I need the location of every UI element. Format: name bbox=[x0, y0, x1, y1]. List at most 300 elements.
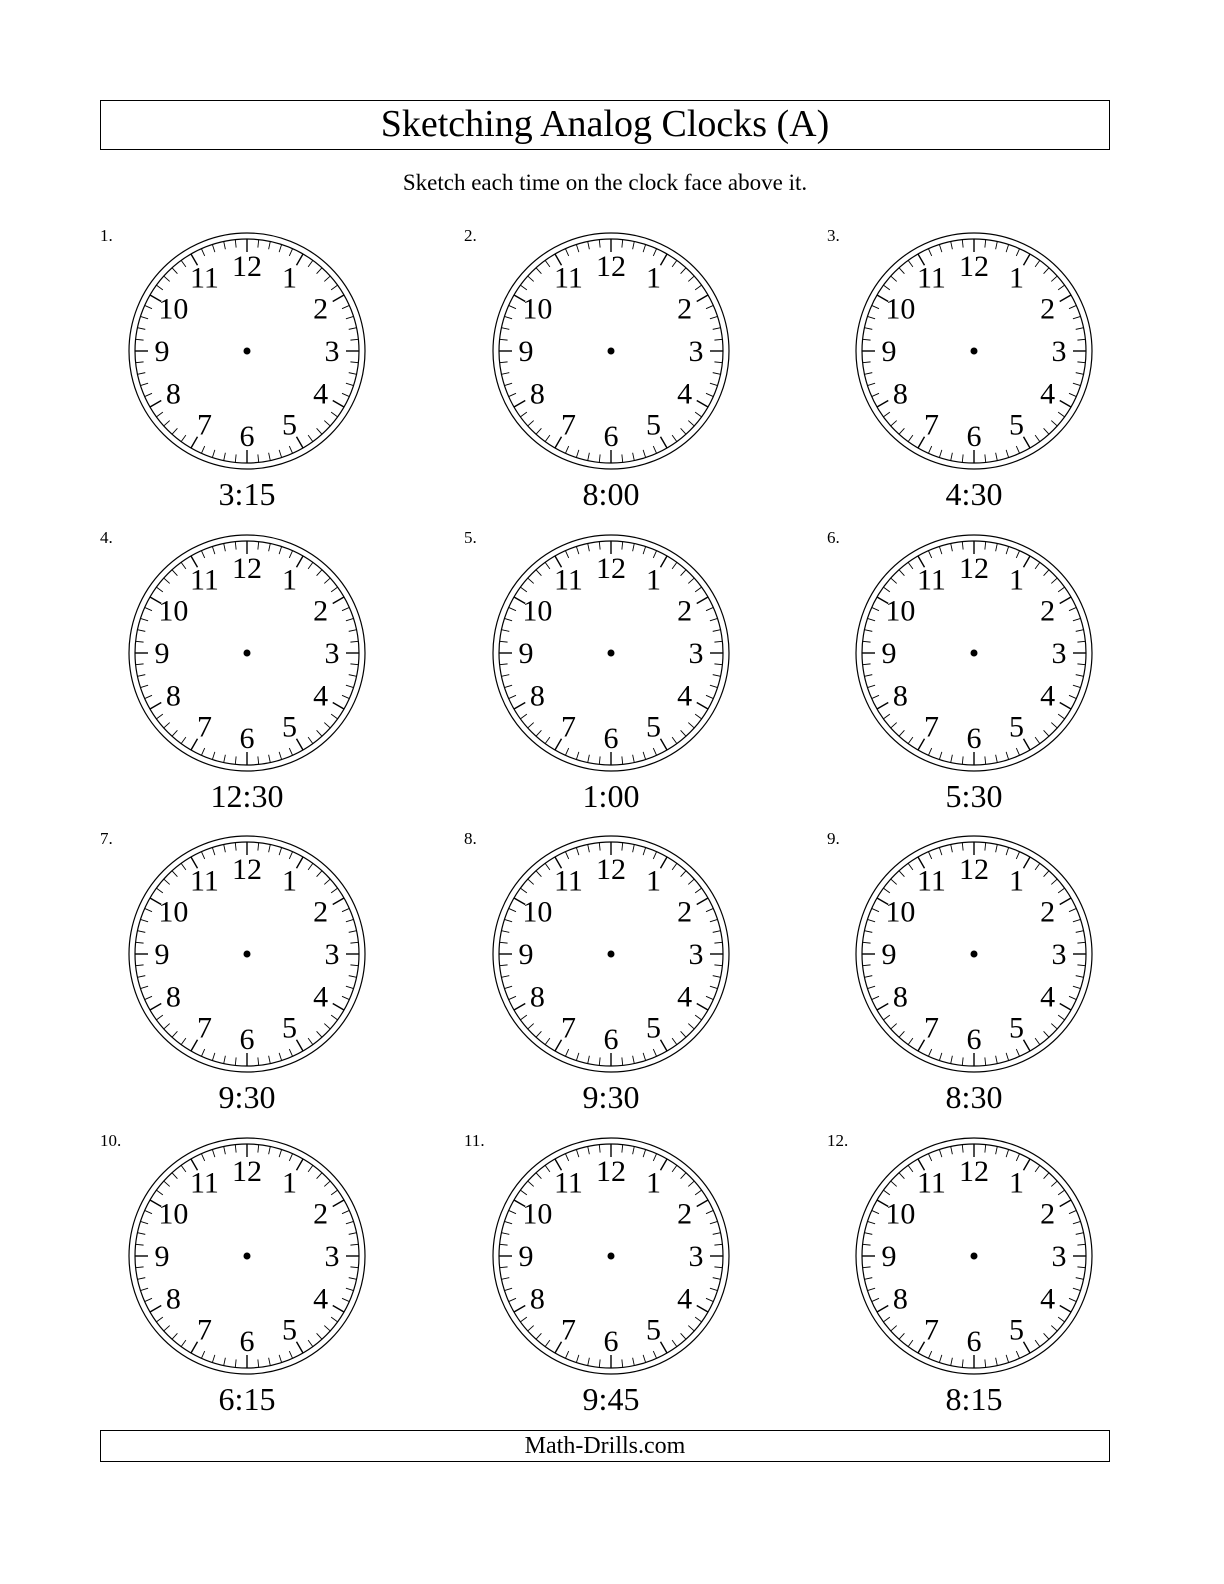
minute-tick bbox=[565, 1049, 568, 1056]
minute-tick bbox=[509, 1210, 516, 1213]
minute-tick bbox=[1051, 1024, 1057, 1029]
minute-tick bbox=[1058, 1190, 1064, 1195]
minute-tick bbox=[520, 1317, 526, 1322]
minute-tick bbox=[1058, 412, 1064, 417]
minute-tick bbox=[939, 1053, 941, 1061]
clock-face[interactable] bbox=[124, 228, 370, 474]
clock-numeral: 8 bbox=[529, 1282, 545, 1316]
minute-tick bbox=[899, 1173, 904, 1179]
clock-numeral: 10 bbox=[158, 1197, 189, 1231]
clock-numeral: 10 bbox=[522, 1197, 553, 1231]
minute-tick bbox=[883, 285, 889, 290]
minute-tick bbox=[258, 756, 259, 764]
minute-tick bbox=[714, 965, 722, 966]
minute-tick bbox=[576, 847, 578, 855]
minute-tick bbox=[501, 630, 509, 632]
minute-tick bbox=[864, 1233, 872, 1235]
minute-tick bbox=[1006, 752, 1008, 760]
minute-tick bbox=[706, 695, 713, 698]
minute-tick bbox=[212, 450, 214, 458]
minute-tick bbox=[588, 1358, 590, 1366]
minute-tick bbox=[172, 1173, 177, 1179]
minute-tick bbox=[509, 305, 516, 308]
clock-numeral: 8 bbox=[892, 377, 908, 411]
minute-tick bbox=[1035, 260, 1040, 266]
minute-tick bbox=[714, 664, 722, 665]
minute-tick bbox=[156, 412, 162, 417]
hour-tick bbox=[661, 1342, 668, 1353]
minute-tick bbox=[224, 844, 226, 852]
clock-problem bbox=[464, 825, 764, 1125]
minute-tick bbox=[939, 244, 941, 252]
minute-tick bbox=[201, 1049, 204, 1056]
minute-tick bbox=[908, 260, 913, 266]
minute-tick bbox=[1077, 942, 1085, 943]
clock-numeral: 12 bbox=[232, 552, 262, 585]
minute-tick bbox=[672, 1165, 677, 1171]
minute-tick bbox=[899, 570, 904, 576]
minute-tick bbox=[928, 551, 931, 558]
clock-numeral: 12 bbox=[959, 853, 989, 886]
minute-tick bbox=[269, 755, 271, 763]
clock-problem bbox=[827, 524, 1127, 824]
minute-tick bbox=[289, 446, 292, 453]
hour-tick bbox=[333, 597, 344, 604]
minute-tick bbox=[1016, 249, 1019, 256]
clock-numeral: 1 bbox=[646, 563, 661, 597]
clock-numeral: 1 bbox=[646, 261, 661, 295]
minute-tick bbox=[710, 618, 718, 620]
clock-center-dot bbox=[244, 951, 251, 958]
minute-tick bbox=[350, 641, 358, 642]
minute-tick bbox=[688, 578, 694, 583]
clock-numeral: 1 bbox=[1009, 563, 1024, 597]
clock-center-dot bbox=[971, 348, 978, 355]
minute-tick bbox=[588, 1056, 590, 1064]
minute-tick bbox=[520, 714, 526, 719]
clock-numeral: 3 bbox=[688, 637, 704, 670]
minute-tick bbox=[928, 1351, 931, 1358]
clock-numeral: 7 bbox=[197, 408, 212, 442]
clock-problem bbox=[100, 825, 400, 1125]
clock-face[interactable] bbox=[124, 530, 370, 776]
clock-numeral: 9 bbox=[518, 1240, 534, 1273]
minute-tick bbox=[145, 1298, 152, 1301]
time-label: 8:00 bbox=[582, 476, 640, 512]
clock-numeral: 6 bbox=[966, 420, 982, 453]
hour-tick bbox=[661, 1040, 668, 1051]
minute-tick bbox=[1044, 1333, 1049, 1339]
clock-numeral: 3 bbox=[1051, 938, 1067, 971]
minute-tick bbox=[1076, 976, 1084, 978]
clock-numeral: 3 bbox=[324, 938, 340, 971]
clock-numeral: 10 bbox=[522, 292, 553, 326]
hour-tick bbox=[697, 1004, 708, 1011]
minute-tick bbox=[565, 551, 568, 558]
minute-tick bbox=[863, 664, 871, 665]
minute-tick bbox=[342, 1298, 349, 1301]
minute-tick bbox=[224, 1146, 226, 1154]
minute-tick bbox=[269, 241, 271, 249]
clock-face[interactable] bbox=[851, 1133, 1097, 1379]
hour-tick bbox=[1024, 1040, 1031, 1051]
minute-tick bbox=[863, 641, 871, 642]
instructions: Sketch each time on the clock face above it. bbox=[402, 170, 808, 195]
minute-tick bbox=[528, 578, 534, 583]
clock-numeral: 7 bbox=[561, 1011, 576, 1045]
minute-tick bbox=[528, 1326, 534, 1331]
minute-tick bbox=[962, 454, 963, 462]
minute-tick bbox=[235, 1145, 236, 1153]
hour-tick bbox=[514, 401, 525, 408]
minute-tick bbox=[908, 562, 913, 568]
time-label: 5:30 bbox=[945, 778, 1003, 814]
minute-tick bbox=[872, 908, 879, 911]
hour-tick bbox=[297, 1342, 304, 1353]
minute-tick bbox=[688, 723, 694, 728]
minute-tick bbox=[1076, 1278, 1084, 1280]
clock-numeral: 4 bbox=[313, 1282, 329, 1316]
minute-tick bbox=[681, 730, 686, 736]
clock-numeral: 6 bbox=[603, 1325, 619, 1358]
minute-tick bbox=[1076, 675, 1084, 677]
clock-face[interactable] bbox=[488, 228, 734, 474]
minute-tick bbox=[1069, 1298, 1076, 1301]
clock-numeral: 2 bbox=[1040, 1197, 1056, 1231]
minute-tick bbox=[891, 421, 897, 426]
minute-tick bbox=[279, 1149, 281, 1157]
clock-numeral: 9 bbox=[518, 335, 534, 368]
hour-tick bbox=[333, 1004, 344, 1011]
minute-tick bbox=[224, 453, 226, 461]
clock-numeral: 8 bbox=[165, 377, 181, 411]
minute-tick bbox=[962, 542, 963, 550]
minute-tick bbox=[172, 428, 177, 434]
minute-tick bbox=[346, 986, 354, 988]
clock-face[interactable] bbox=[851, 228, 1097, 474]
minute-tick bbox=[1016, 551, 1019, 558]
clock-numeral: 8 bbox=[892, 980, 908, 1014]
clock-numeral: 4 bbox=[1040, 1282, 1056, 1316]
clock-numeral: 2 bbox=[313, 594, 329, 628]
minute-tick bbox=[172, 570, 177, 576]
problem-number: 6. bbox=[827, 528, 840, 547]
minute-tick bbox=[1069, 695, 1076, 698]
minute-tick bbox=[710, 1221, 718, 1223]
minute-tick bbox=[145, 996, 152, 999]
hour-tick bbox=[1060, 401, 1071, 408]
minute-tick bbox=[643, 752, 645, 760]
hour-tick bbox=[333, 295, 344, 302]
clock-numeral: 6 bbox=[239, 1023, 255, 1056]
minute-tick bbox=[951, 1358, 953, 1366]
clock-numeral: 2 bbox=[1040, 292, 1056, 326]
clock-numeral: 1 bbox=[282, 261, 297, 295]
minute-tick bbox=[713, 675, 721, 677]
minute-tick bbox=[324, 1024, 330, 1029]
minute-tick bbox=[279, 546, 281, 554]
minute-tick bbox=[672, 1340, 677, 1346]
hour-tick bbox=[150, 401, 161, 408]
minute-tick bbox=[181, 737, 186, 743]
minute-tick bbox=[156, 888, 162, 893]
clock-numeral: 12 bbox=[596, 250, 626, 283]
minute-tick bbox=[633, 755, 635, 763]
clock-face[interactable] bbox=[488, 1133, 734, 1379]
minute-tick bbox=[342, 1210, 349, 1213]
minute-tick bbox=[308, 863, 313, 869]
clock-numeral: 8 bbox=[529, 980, 545, 1014]
hour-tick bbox=[150, 1004, 161, 1011]
clock-numeral: 12 bbox=[596, 853, 626, 886]
minute-tick bbox=[1044, 1031, 1049, 1037]
minute-tick bbox=[145, 607, 152, 610]
minute-tick bbox=[985, 1145, 986, 1153]
clock-numeral: 9 bbox=[154, 335, 170, 368]
minute-tick bbox=[308, 260, 313, 266]
clock-numeral: 3 bbox=[1051, 1240, 1067, 1273]
clock-numeral: 11 bbox=[190, 864, 219, 898]
minute-tick bbox=[883, 1190, 889, 1195]
minute-tick bbox=[714, 1267, 722, 1268]
minute-tick bbox=[331, 587, 337, 592]
clock-center-dot bbox=[608, 650, 615, 657]
minute-tick bbox=[672, 562, 677, 568]
clock-numeral: 11 bbox=[554, 1166, 583, 1200]
minute-tick bbox=[509, 607, 516, 610]
minute-tick bbox=[899, 1333, 904, 1339]
minute-tick bbox=[269, 844, 271, 852]
minute-tick bbox=[985, 1057, 986, 1065]
minute-tick bbox=[872, 393, 879, 396]
clock-numeral: 2 bbox=[313, 895, 329, 929]
clock-numeral: 5 bbox=[282, 1011, 297, 1045]
clock-numeral: 2 bbox=[677, 895, 693, 929]
minute-tick bbox=[643, 450, 645, 458]
minute-tick bbox=[164, 578, 170, 583]
hour-tick bbox=[697, 295, 708, 302]
minute-tick bbox=[962, 756, 963, 764]
clock-face[interactable] bbox=[488, 530, 734, 776]
hour-tick bbox=[150, 1306, 161, 1313]
minute-tick bbox=[588, 844, 590, 852]
clock-numeral: 2 bbox=[677, 1197, 693, 1231]
minute-tick bbox=[501, 675, 509, 677]
clock-problem bbox=[827, 1127, 1127, 1427]
minute-tick bbox=[891, 276, 897, 281]
minute-tick bbox=[235, 1057, 236, 1065]
minute-tick bbox=[899, 268, 904, 274]
clock-center-dot bbox=[244, 1253, 251, 1260]
clock-numeral: 1 bbox=[646, 1166, 661, 1200]
clock-face[interactable] bbox=[851, 530, 1097, 776]
time-label: 12:30 bbox=[210, 778, 284, 814]
minute-tick bbox=[996, 1056, 998, 1064]
minute-tick bbox=[633, 241, 635, 249]
minute-tick bbox=[681, 268, 686, 274]
minute-tick bbox=[928, 748, 931, 755]
minute-tick bbox=[681, 1031, 686, 1037]
minute-tick bbox=[996, 844, 998, 852]
minute-tick bbox=[576, 752, 578, 760]
minute-tick bbox=[504, 618, 512, 620]
minute-tick bbox=[324, 421, 330, 426]
minute-tick bbox=[643, 1149, 645, 1157]
minute-tick bbox=[212, 1355, 214, 1363]
clock-numeral: 2 bbox=[313, 1197, 329, 1231]
minute-tick bbox=[714, 942, 722, 943]
minute-tick bbox=[695, 714, 701, 719]
minute-tick bbox=[164, 421, 170, 426]
clock-numeral: 4 bbox=[677, 679, 693, 713]
clock-face[interactable] bbox=[124, 831, 370, 1077]
minute-tick bbox=[939, 752, 941, 760]
minute-tick bbox=[928, 1154, 931, 1161]
minute-tick bbox=[951, 543, 953, 551]
minute-tick bbox=[156, 587, 162, 592]
hour-tick bbox=[1060, 597, 1071, 604]
minute-tick bbox=[212, 847, 214, 855]
clock-face[interactable] bbox=[851, 831, 1097, 1077]
clock-numeral: 4 bbox=[1040, 679, 1056, 713]
clock-numeral: 1 bbox=[1009, 1166, 1024, 1200]
minute-tick bbox=[714, 339, 722, 340]
minute-tick bbox=[706, 996, 713, 999]
minute-tick bbox=[864, 373, 872, 375]
minute-tick bbox=[342, 607, 349, 610]
clock-center-dot bbox=[608, 348, 615, 355]
clock-numeral: 8 bbox=[165, 980, 181, 1014]
clock-numeral: 11 bbox=[917, 864, 946, 898]
minute-tick bbox=[1016, 1049, 1019, 1056]
minute-tick bbox=[500, 1244, 508, 1245]
minute-tick bbox=[212, 546, 214, 554]
minute-tick bbox=[1044, 570, 1049, 576]
minute-tick bbox=[714, 641, 722, 642]
clock-numeral: 4 bbox=[677, 980, 693, 1014]
hour-tick bbox=[297, 739, 304, 750]
minute-tick bbox=[713, 1233, 721, 1235]
minute-tick bbox=[331, 1015, 337, 1020]
minute-tick bbox=[504, 383, 512, 385]
minute-tick bbox=[863, 339, 871, 340]
clock-numeral: 1 bbox=[282, 864, 297, 898]
minute-tick bbox=[622, 756, 623, 764]
minute-tick bbox=[713, 328, 721, 330]
minute-tick bbox=[1058, 285, 1064, 290]
minute-tick bbox=[212, 244, 214, 252]
clock-numeral: 4 bbox=[1040, 377, 1056, 411]
minute-tick bbox=[939, 1355, 941, 1363]
minute-tick bbox=[258, 1145, 259, 1153]
clock-numeral: 2 bbox=[313, 292, 329, 326]
time-label: 8:30 bbox=[945, 1079, 1003, 1115]
minute-tick bbox=[867, 919, 875, 921]
clock-numeral: 1 bbox=[1009, 261, 1024, 295]
minute-tick bbox=[349, 931, 357, 933]
minute-tick bbox=[939, 847, 941, 855]
minute-tick bbox=[545, 863, 550, 869]
minute-tick bbox=[863, 1267, 871, 1268]
clock-numeral: 9 bbox=[881, 335, 897, 368]
clock-numeral: 7 bbox=[924, 710, 939, 744]
hour-tick bbox=[333, 1200, 344, 1207]
hour-tick bbox=[1060, 295, 1071, 302]
hour-tick bbox=[877, 1004, 888, 1011]
minute-tick bbox=[317, 1173, 322, 1179]
minute-tick bbox=[279, 244, 281, 252]
minute-tick bbox=[713, 1278, 721, 1280]
minute-tick bbox=[695, 1190, 701, 1195]
minute-tick bbox=[224, 241, 226, 249]
minute-tick bbox=[331, 1317, 337, 1322]
hour-tick bbox=[514, 703, 525, 710]
minute-tick bbox=[1073, 316, 1081, 318]
minute-tick bbox=[140, 919, 148, 921]
hour-tick bbox=[1060, 1200, 1071, 1207]
minute-tick bbox=[928, 446, 931, 453]
minute-tick bbox=[509, 695, 516, 698]
minute-tick bbox=[501, 1233, 509, 1235]
minute-tick bbox=[872, 305, 879, 308]
clock-numeral: 3 bbox=[688, 938, 704, 971]
minute-tick bbox=[201, 1351, 204, 1358]
minute-tick bbox=[1051, 879, 1057, 884]
minute-tick bbox=[928, 1049, 931, 1056]
minute-tick bbox=[145, 908, 152, 911]
minute-tick bbox=[212, 1053, 214, 1061]
hour-tick bbox=[697, 898, 708, 905]
minute-tick bbox=[156, 714, 162, 719]
minute-tick bbox=[349, 1233, 357, 1235]
minute-tick bbox=[536, 1333, 541, 1339]
hour-tick bbox=[1060, 898, 1071, 905]
minute-tick bbox=[1077, 339, 1085, 340]
minute-tick bbox=[681, 570, 686, 576]
hour-tick bbox=[661, 437, 668, 448]
minute-tick bbox=[545, 562, 550, 568]
minute-tick bbox=[504, 1221, 512, 1223]
minute-tick bbox=[289, 1049, 292, 1056]
hour-tick bbox=[1060, 1306, 1071, 1313]
minute-tick bbox=[599, 542, 600, 550]
clock-problem bbox=[100, 1127, 400, 1427]
minute-tick bbox=[1006, 450, 1008, 458]
minute-tick bbox=[331, 1190, 337, 1195]
clock-face[interactable] bbox=[488, 831, 734, 1077]
minute-tick bbox=[201, 1154, 204, 1161]
minute-tick bbox=[136, 339, 144, 340]
clock-numeral: 12 bbox=[959, 250, 989, 283]
clock-numeral: 3 bbox=[688, 1240, 704, 1273]
minute-tick bbox=[504, 986, 512, 988]
minute-tick bbox=[324, 1326, 330, 1331]
minute-tick bbox=[908, 1038, 913, 1044]
clock-problem bbox=[100, 222, 400, 522]
minute-tick bbox=[688, 1024, 694, 1029]
minute-tick bbox=[342, 305, 349, 308]
minute-tick bbox=[899, 1031, 904, 1037]
minute-tick bbox=[509, 1298, 516, 1301]
clock-numeral: 8 bbox=[165, 1282, 181, 1316]
minute-tick bbox=[864, 931, 872, 933]
minute-tick bbox=[331, 285, 337, 290]
minute-tick bbox=[1076, 328, 1084, 330]
minute-tick bbox=[145, 305, 152, 308]
clock-face[interactable] bbox=[124, 1133, 370, 1379]
minute-tick bbox=[500, 942, 508, 943]
minute-tick bbox=[633, 844, 635, 852]
